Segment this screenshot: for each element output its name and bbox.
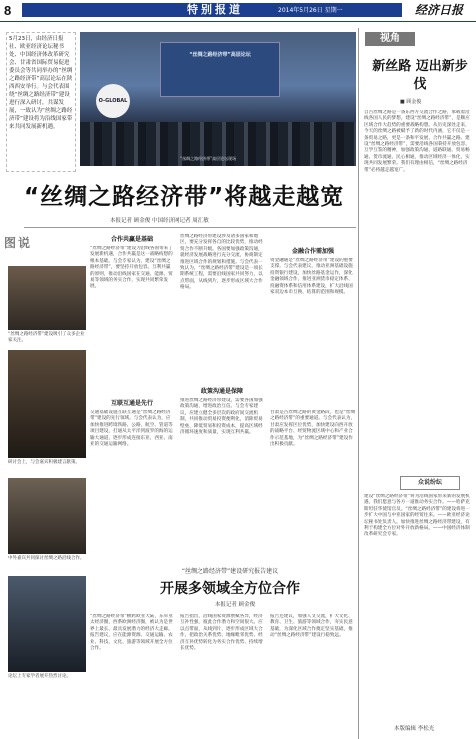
side-caption-2: 研讨会上，与会嘉宾积极建言献策。: [8, 460, 80, 465]
voices-text: 建设“丝绸之路经济带”将为沿线国家带来新的发展机遇，我们愿意与各方一道推动务实合作。——哈萨克斯坦驻华使馆官员。“丝绸之路经济带”的建设将进一步扩大中国与中亚国家的经贸往来。——欧亚经济论坛秘书处负责人。加快推进丝绸之路经济带建设，有利于构建全方位对外开放新格局。——中国经济体制改革研究会专家。: [364, 494, 470, 538]
subhead-finance: 金融合作需加强: [291, 248, 334, 255]
commentary-tag: 视角: [365, 32, 415, 46]
forum-screen: [160, 42, 280, 97]
article-col-1b: 交通基础设施互联互通是“丝绸之路经济带”建设的先行领域。与会代表认为，应加快推进跨境铁路、公路、航空、管道等项目建设，打通从太平洋到波罗的海的运输大通道，逐步形成连接东亚、西亚、南亚的交通运输网络。: [90, 410, 173, 448]
lower-headline: 开展多领域全方位合作: [160, 581, 300, 597]
page-editor: 本版编辑 李松光: [394, 726, 435, 732]
article-col-2b: 推进丝绸之路经济带建设，需要各国加强政策沟通，增进政治互信。与会专家建议，应建立健全多层次的政府间交流机制，共同推动贸易投资便利化，消除贸易壁垒，降低贸易和投资成本，提高区域经济循环速度和质量，实现互利共赢。: [180, 398, 263, 436]
column-divider: [358, 28, 359, 739]
voices-tag: 众说纷纭: [400, 476, 460, 490]
article-col-3b: 甘肃是古丝绸之路的黄金路段，也是“丝绸之路经济带”的重要通道。与会代表认为，甘肃应发挥区位优势，加快建设向西开放的战略平台、经贸物流区域中心和产业合作示范基地，为“丝绸之路经济带”建设作出积极贡献。: [270, 410, 356, 448]
side-photo-2: [8, 350, 86, 458]
commentary-text: 自古丝绸之路是一条东西方交流合作之路，承载着沿线各国人民的梦想。建设“丝绸之路经济带”，是顺应区域合作大趋势的重要战略构想。从历史深处走来，今天的丝绸之路被赋予了新的时代内涵，它不仅是一条贸易之路，更是一条和平发展、合作共赢之路。建设“丝绸之路经济带”，需要沿线各国秉持开放包容、互学互鉴的精神，加强政策沟通、道路联通、贸易畅通、货币流通、民心相通，推动区域经济一体化，实现共同发展繁荣。我们有理由相信，“丝绸之路经济带”必将越走越宽广。: [364, 110, 470, 173]
side-caption-1: “丝绸之路经济带”建设吸引了众多企业家关注。: [8, 332, 85, 343]
photo-section-tag: 图说: [4, 236, 33, 250]
subhead-cooperation: 合作共赢是基础: [110, 236, 153, 243]
section-title: 特别报道: [187, 3, 243, 16]
lead-photo: [80, 32, 356, 166]
divider: [24, 227, 356, 228]
subhead-connectivity: 互联互通是先行: [110, 400, 153, 407]
header-date: 2014年5月26日 星期一: [278, 7, 343, 14]
side-caption-3: 中外嘉宾共同探讨丝绸之路沿线合作。: [8, 556, 85, 561]
intro-box: 5月23日，由经济日报社、欧亚经济论坛秘书处、中国经济体改革研究会、甘肃省国际贸易促进委员会等共同举办的“丝绸之路经济带”高层论坛在陕西西安举行。与会代表围绕“丝绸之路经济带”建设进行深入研讨，共谋发展，一致认为“丝绸之路经济带”建设将为沿线国家带来共同发展新机遇。: [6, 32, 76, 172]
side-photo-3: [8, 478, 86, 554]
lower-col-2: 报告指出，沿线国家资源禀赋各异，经济互补性强，彼此合作潜力和空间很大。应以点带面，从线到片，逐步形成区域大合作，把政治关系优势、地缘毗邻优势、经济互补优势转化为务实合作优势、持续增长优势。: [180, 614, 263, 652]
masthead-logo: 经济日报: [414, 3, 463, 17]
article-col-3: 资金融通是“丝绸之路经济带”建设的重要支撑。与会代表建议，推动亚洲基础设施投资银行建设，加快丝路基金运作，深化金融领域合作，推进亚洲货币稳定体系、投融资体系和信用体系建设，扩大沿线国家双边本币互换、结算的范围和规模。: [270, 258, 353, 296]
article-col-2: 丝绸之路经济带建设涉及诸多国家和地区，要充分发挥各自的比较优势，推动经贸合作不断升级。各国要加强政策沟通，就经济发展战略进行充分交流，协商制定推进区域合作的规划和措施。与会代表一致认为，“丝绸之路经济带”建设是一项长期系统工程，需要沿线国家共同努力，以点带面，从线到片，逐步形成区域大合作格局。: [180, 234, 263, 291]
screen-text: “丝绸之路经济带”高层论坛: [189, 52, 251, 58]
commentary-title: 新丝路 迈出新步伐: [372, 59, 468, 92]
page-number: 8: [4, 3, 12, 18]
commentary-author: ■ 顾金俊: [400, 99, 422, 105]
side-photo-4: [8, 576, 86, 672]
lower-col-1: “丝绸之路经济带”横跨欧亚大陆，东牵亚太经济圈，西系欧洲经济圈，被认为是世界上最长、最具发展潜力的经济大走廊。报告建议，应在能源资源、交通运输、农业、科技、文化、旅游等领域开展全方位合作。: [90, 614, 173, 652]
forum-logo: O-GLOBAL: [96, 84, 130, 118]
photo-caption: “丝绸之路经济带”高层论坛现场: [180, 156, 237, 161]
lower-col-3: 报告还建议，加强人文交流，扩大文化、教育、卫生、旅游等领域合作，夯实民意基础，为深化区域合作奠定坚实基础，推动“丝绸之路经济带”建设行稳致远。: [270, 614, 353, 639]
header-rule: [0, 21, 476, 22]
lower-byline: 本报记者 顾金俊: [214, 602, 256, 608]
byline: 本报记者 顾金俊 中国经济网记者 周汇敏: [110, 218, 209, 224]
subhead-policy: 政策沟通是保障: [200, 388, 243, 395]
side-photo-1: [8, 266, 86, 330]
photo-column: [4, 232, 84, 739]
article-col-1: “丝绸之路经济带”建设为沿线各国带来了发展新机遇，合作共赢是这一战略构想的根本基础。与会专家认为，建设“丝绸之路经济带”，要坚持开放包容、互利共赢的原则，推动沿线国家在交通、能源、贸易等领域的务实合作，实现共同繁荣发展。: [90, 246, 173, 290]
lower-kicker: “丝绸之路经济带”建设研究报告建议: [181, 568, 279, 575]
side-caption-4: 论坛上专家学者展开热烈讨论。: [8, 674, 71, 679]
main-headline: “丝绸之路经济带”将越走越宽: [24, 184, 345, 208]
